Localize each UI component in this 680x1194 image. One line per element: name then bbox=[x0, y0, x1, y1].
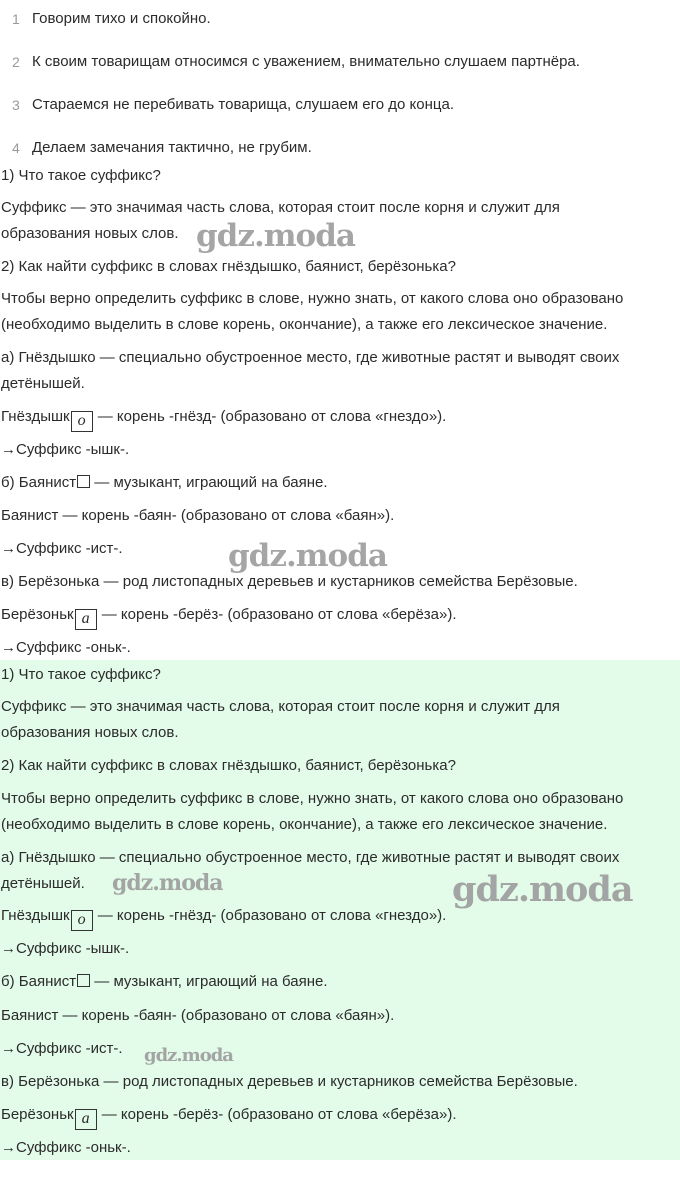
suffix-result: →Суффикс -оньк-. bbox=[1, 639, 131, 656]
answer-2-line-1: Чтобы верно определить суффикс в слове, нужно знать, от какого слова оно образовано bbox=[1, 790, 624, 807]
answer-2-line-1: Чтобы верно определить суффикс в слове, нужно знать, от какого слова оно образовано bbox=[1, 290, 624, 307]
answer-2-line-2: (необходимо выделить в слове корень, окончание), а также его лексическое значение. bbox=[1, 816, 608, 833]
item-c-line: в) Берёзонька — род листопадных деревьев и кустарников семейства Берёзовые. bbox=[1, 573, 578, 590]
suffix-result: →Суффикс -ист-. bbox=[1, 540, 123, 557]
list-number: 1 bbox=[12, 11, 20, 27]
answer-1-line-1: Суффикс — это значимая часть слова, которая стоит после корня и служит для bbox=[1, 698, 560, 715]
answer-1-line-1: Суффикс — это значимая часть слова, которая стоит после корня и служит для bbox=[1, 199, 560, 216]
list-text: Делаем замечания тактично, не грубим. bbox=[32, 139, 312, 156]
list-number: 2 bbox=[12, 54, 20, 70]
word-analysis-gnezdyshko bbox=[1, 407, 446, 432]
list-text: Говорим тихо и спокойно. bbox=[32, 10, 211, 27]
zero-ending-box bbox=[77, 974, 90, 987]
watermark: gdz.moda bbox=[112, 870, 223, 896]
root-line: Баянист — корень -баян- (образовано от слова «баян»). bbox=[1, 507, 395, 524]
root-explanation: — корень -гнёзд- (образовано от слова «гнездо»). bbox=[93, 408, 447, 425]
ending-box: а bbox=[75, 1109, 97, 1130]
item-a-line-2: детёнышей. bbox=[1, 375, 85, 392]
ending-box: о bbox=[71, 910, 93, 931]
answer-2-line-2: (необходимо выделить в слове корень, окончание), а также его лексическое значение. bbox=[1, 316, 608, 333]
answer-1-line-2: образования новых слов. bbox=[1, 724, 179, 741]
root-explanation: — корень -берёз- (образовано от слова «берёза»). bbox=[97, 1106, 457, 1123]
watermark: gdz.moda bbox=[196, 218, 355, 254]
list-text: К своим товарищам относимся с уважением, внимательно слушаем партнёра. bbox=[32, 53, 580, 70]
word-stem: б) Баянист bbox=[1, 474, 77, 491]
root-explanation: — корень -гнёзд- (образовано от слова «гнездо»). bbox=[93, 907, 447, 924]
word-meaning: — музыкант, играющий на баяне. bbox=[90, 474, 328, 491]
word-analysis-berezonka bbox=[1, 1105, 457, 1130]
question-2: 2) Как найти суффикс в словах гнёздышко, баянист, берёзонька? bbox=[1, 258, 456, 275]
word-analysis-berezonka bbox=[1, 605, 457, 630]
list-text: Стараемся не перебивать товарища, слушаем его до конца. bbox=[32, 96, 455, 113]
word-stem: б) Баянист bbox=[1, 973, 77, 990]
question-2: 2) Как найти суффикс в словах гнёздышко, баянист, берёзонька? bbox=[1, 757, 456, 774]
word-stem: Гнёздышк bbox=[1, 907, 70, 924]
ending-box: а bbox=[75, 609, 97, 630]
question-1: 1) Что такое суффикс? bbox=[1, 167, 161, 184]
suffix-result: →Суффикс -ист-. bbox=[1, 1040, 123, 1057]
word-stem: Берёзоньк bbox=[1, 606, 74, 623]
word-stem: Гнёздышк bbox=[1, 408, 70, 425]
answer-block-highlighted bbox=[0, 660, 680, 1160]
item-b-line bbox=[1, 473, 328, 493]
list-number: 3 bbox=[12, 97, 20, 113]
item-a-line-1: а) Гнёздышко — специально обустроенное место, где животные растят и выводят своих bbox=[1, 349, 620, 366]
watermark: gdz.moda bbox=[452, 869, 633, 910]
item-a-line-2: детёнышей. bbox=[1, 875, 85, 892]
suffix-result: →Суффикс -ышк-. bbox=[1, 441, 130, 458]
zero-ending-box bbox=[77, 475, 90, 488]
word-analysis-gnezdyshko bbox=[1, 906, 446, 931]
question-1: 1) Что такое суффикс? bbox=[1, 666, 161, 683]
watermark: gdz.moda bbox=[228, 538, 387, 574]
ending-box: о bbox=[71, 411, 93, 432]
watermark: gdz.moda bbox=[144, 1045, 233, 1066]
item-b-line bbox=[1, 972, 328, 992]
suffix-result: →Суффикс -ышк-. bbox=[1, 940, 130, 957]
item-c-line: в) Берёзонька — род листопадных деревьев и кустарников семейства Берёзовые. bbox=[1, 1073, 578, 1090]
answer-1-line-2: образования новых слов. bbox=[1, 225, 179, 242]
word-stem: Берёзоньк bbox=[1, 1106, 74, 1123]
root-line: Баянист — корень -баян- (образовано от слова «баян»). bbox=[1, 1007, 395, 1024]
list-number: 4 bbox=[12, 140, 20, 156]
root-explanation: — корень -берёз- (образовано от слова «берёза»). bbox=[97, 606, 457, 623]
word-meaning: — музыкант, играющий на баяне. bbox=[90, 973, 328, 990]
suffix-result: →Суффикс -оньк-. bbox=[1, 1139, 131, 1156]
item-a-line-1: а) Гнёздышко — специально обустроенное место, где животные растят и выводят своих bbox=[1, 849, 620, 866]
